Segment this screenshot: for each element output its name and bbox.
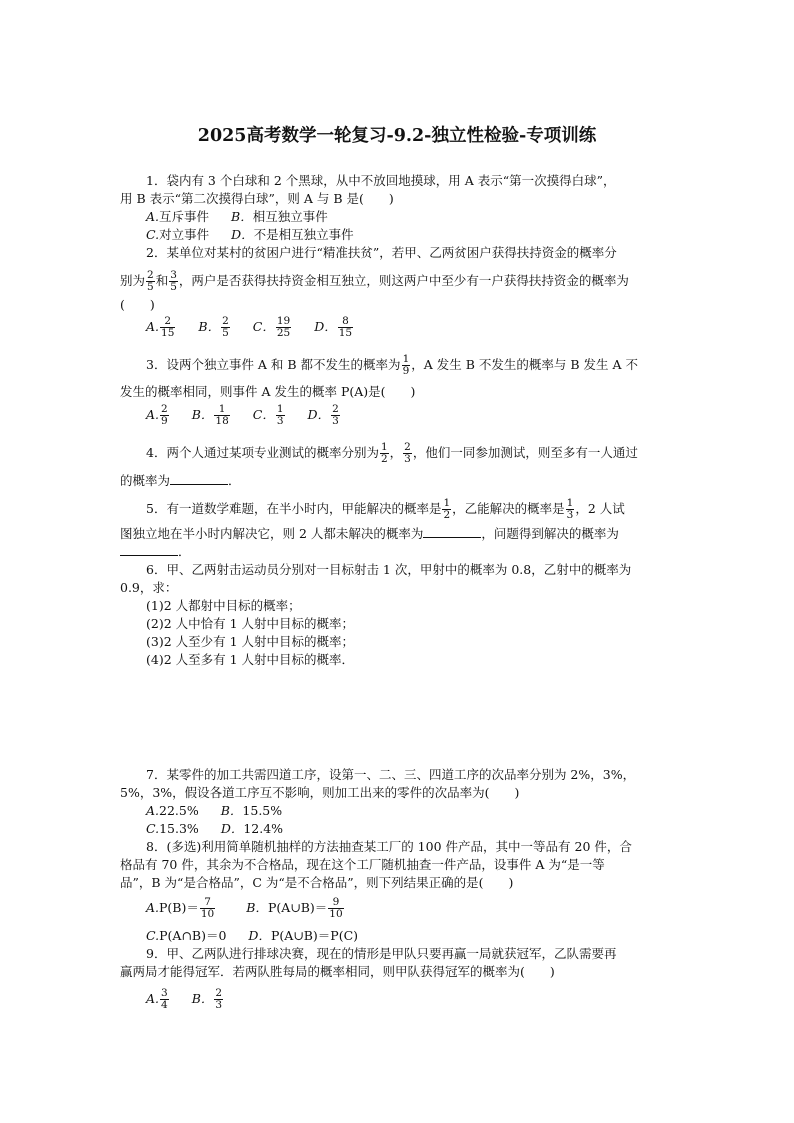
q8-opt-a-frac [200,897,215,920]
q4-line1 [146,442,638,465]
denominator: 25 [276,327,291,339]
denominator: 18 [215,415,229,427]
numerator: 2 [215,987,223,999]
numerator: 8 [338,316,353,328]
numerator: 1 [380,441,388,453]
q5-line2 [120,525,619,543]
q8-opt-d-label: D． [248,928,271,943]
q1-opt-a-text: 互斥事件 [159,209,210,224]
q9-line1: 9．甲、乙两队进行排球决赛，现在的情形是甲队只要再赢一局就获冠军，乙队需要再 [146,946,617,961]
q8-opt-b-frac [328,897,343,920]
q1-opt-b-label: B． [231,209,253,224]
q1-opt-c-label: C. [146,227,160,242]
q5-text-a: 5．有一道数学难题，在半小时内，甲能解决的概率是 [146,501,442,516]
q6-sub4: (4)2 人至多有 1 人射中目标的概率． [146,652,355,667]
q9-opt-a-frac [160,988,169,1011]
q2-text-a: 别为 [120,273,146,288]
q6-sub2: (2)2 人中恰有 1 人射中目标的概率； [146,616,355,631]
q1-line1: 1．袋内有 3 个白球和 2 个黑球，从中不放回地摸球，用 A 表示“第一次摸得白球”， [146,173,616,188]
q5-answer-blank-1[interactable] [423,525,481,538]
q8-options-cd [146,927,358,945]
q4-line2 [120,472,241,490]
q8-line1: 8．(多选)利用简单随机抽样的方法抽查某工厂的 100 件产品，其中一等品有 20 件，合 [146,839,632,854]
denominator: 15 [161,327,175,339]
numerator: 1 [276,403,284,415]
q1-options-ab [146,208,328,226]
q6-line2: 0.9，求： [120,580,178,595]
q6-sub1: (1)2 人都射中目标的概率； [146,598,301,613]
q4-frac-2 [403,442,412,465]
denominator: 15 [338,327,353,339]
denominator: 10 [200,908,215,920]
denominator: 3 [332,415,339,427]
q3-text-a: 3．设两个独立事件 A 和 B 都不发生的概率为 [146,357,401,372]
numerator: 1 [443,497,451,509]
q8-line3: 品”，B 为“是合格品”，C 为“是不合格品”，则下列结果正确的是( ) [120,875,514,890]
numerator: 2 [147,269,154,281]
q2-opt-c-frac [276,316,291,339]
numerator: 2 [161,403,168,415]
q1-opt-c-text: 对立事件 [159,227,210,242]
q3-opt-d-label: D． [307,407,331,422]
q7-line2: 5%，3%，假设各道工序互不影响，则加工出来的零件的次品率为( ) [120,785,520,800]
page-title: 2025高考数学一轮复习-9.2-独立性检验-专项训练 [197,126,597,146]
denominator: 5 [222,327,229,339]
q3-opt-b-frac [214,404,229,427]
q5-text-d: 图独立地在半小时内解决它，则 2 人都未解决的概率为 [120,526,424,541]
q3-text-b: ，A 发生 B 不发生的概率与 B 发生 A 不 [411,357,638,372]
q2-opt-c-label: C． [252,319,275,334]
numerator: 1 [214,404,229,416]
numerator: 19 [276,315,291,327]
denominator: 2 [380,453,388,465]
q6-line1: 6．甲、乙两射击运动员分别对一目标射击 1 次，甲射中的概率为 0.8，乙射中的概率为 [146,562,632,577]
q2-opt-b-label: B． [198,319,221,334]
q9-line2: 赢两局才能得冠军．若两队胜每局的概率相同，则甲队获得冠军的概率为( ) [120,964,555,979]
q4-comma: ， [389,445,403,460]
q7-opt-c-label: C. [146,821,160,836]
denominator: 5 [170,281,177,293]
q5-frac-2 [566,498,575,521]
q2-options [146,316,354,339]
q7-options-cd [146,820,283,838]
numerator: 2 [332,403,339,415]
q2-opt-b-frac [221,316,230,339]
q1-opt-a-label: A. [146,209,160,224]
q5-line1 [146,498,625,521]
q8-opt-a-text: P(B)＝ [159,900,199,915]
q7-opt-b-label: B． [220,803,243,818]
numerator: 2 [404,441,411,453]
denominator: 3 [404,453,411,465]
q4-text-b: ，他们一同参加测试，则至多有一人通过 [412,445,638,460]
denominator: 3 [215,999,223,1011]
q8-opt-b-text: P(A∪B)＝ [267,900,328,915]
q7-opt-d-text: 12.4% [243,821,284,836]
q9-opt-b-label: B． [191,991,214,1006]
denominator: 3 [566,509,574,521]
q5-answer-blank-2[interactable] [120,543,178,556]
q2-frac-1 [146,270,155,293]
q5-text-e: ，问题得到解决的概率为 [481,526,619,541]
q7-opt-a-label: A. [146,803,160,818]
numerator: 2 [222,315,229,327]
q7-options-ab [146,802,282,820]
q2-frac-2 [169,270,178,293]
numerator: 1 [402,353,410,365]
q5-text-b: ，乙能解决的概率是 [452,501,565,516]
q2-line2 [120,270,629,293]
q9-options [146,988,224,1011]
numerator: 1 [566,497,574,509]
q8-opt-c-text: P(A∩B)＝0 [159,928,227,943]
q3-opt-a-frac [160,404,169,427]
q4-frac-1 [380,442,389,465]
q2-opt-a-label: A. [146,319,160,334]
q3-opt-b-label: B． [191,407,214,422]
q3-frac [402,354,411,377]
numerator: 3 [170,269,177,281]
q2-opt-a-frac [160,316,175,339]
q3-opt-d-frac [331,404,340,427]
q5-text-c: ，2 人试 [575,501,625,516]
q2-text-b: ，两户是否获得扶持资金相互独立，则这两户中至少有一户获得扶持资金的概率为 [178,273,629,288]
denominator: 4 [161,999,168,1011]
q2-and: 和 [155,273,169,288]
q3-opt-c-frac [276,404,285,427]
q1-line2: 用 B 表示“第二次摸得白球”，则 A 与 B 是( ) [120,191,394,206]
q3-line2: 发生的概率相同，则事件 A 发生的概率 P(A)是( ) [120,384,416,399]
q8-line2: 格品有 70 件，其余为不合格品，现在这个工厂随机抽查一件产品，设事件 A 为“是一等 [120,857,605,872]
q9-opt-a-label: A. [146,991,160,1006]
denominator: 9 [161,415,168,427]
q8-opt-c-label: C. [146,928,160,943]
q6-sub3: (3)2 人至少有 1 人射中目标的概率； [146,634,355,649]
q2-opt-d-frac [338,316,353,339]
q9-opt-b-frac [214,988,223,1011]
denominator: 5 [147,281,154,293]
q5-line3 [120,543,191,561]
q1-opt-b-text: 相互独立事件 [252,209,328,224]
q3-opt-c-label: C． [252,407,275,422]
q7-opt-a-text: 22.5% [159,803,199,818]
q8-opt-b-label: B． [246,900,268,915]
denominator: 3 [276,415,284,427]
q8-opt-d-text: P(A∪B)＝P(C) [270,928,359,943]
q5-end: ． [178,544,191,559]
numerator: 9 [328,897,343,909]
q2-opt-d-label: D． [314,319,337,334]
q4-text-c: 的概率为 [120,473,171,488]
numerator: 7 [200,897,215,909]
q3-options [146,404,341,427]
q4-end: ． [228,473,241,488]
q4-text-a: 4．两个人通过某项专业测试的概率分别为 [146,445,379,460]
denominator: 9 [402,365,410,377]
q4-answer-blank[interactable] [170,472,228,485]
q7-opt-c-text: 15.3% [159,821,199,836]
q3-line1 [146,354,638,377]
denominator: 10 [329,908,343,920]
q7-opt-b-text: 15.5% [242,803,283,818]
numerator: 3 [161,987,168,999]
q2-line3: ( ) [120,297,155,312]
q3-opt-a-label: A. [146,407,160,422]
q5-frac-1 [442,498,451,521]
denominator: 2 [443,509,451,521]
q7-opt-d-label: D． [220,821,244,836]
q8-options-ab [146,897,345,920]
q2-line1: 2．某单位对某村的贫困户进行“精准扶贫”，若甲、乙两贫困户获得扶持资金的概率分 [146,245,617,260]
q1-opt-d-text: 不是相互独立事件 [253,227,354,242]
q1-options-cd [146,226,354,244]
q8-opt-a-label: A. [146,900,160,915]
q1-opt-d-label: D． [231,227,254,242]
numerator: 2 [160,316,175,328]
q7-line1: 7．某零件的加工共需四道工序，设第一、二、三、四道工序的次品率分别为 2%，3%， [146,767,636,782]
